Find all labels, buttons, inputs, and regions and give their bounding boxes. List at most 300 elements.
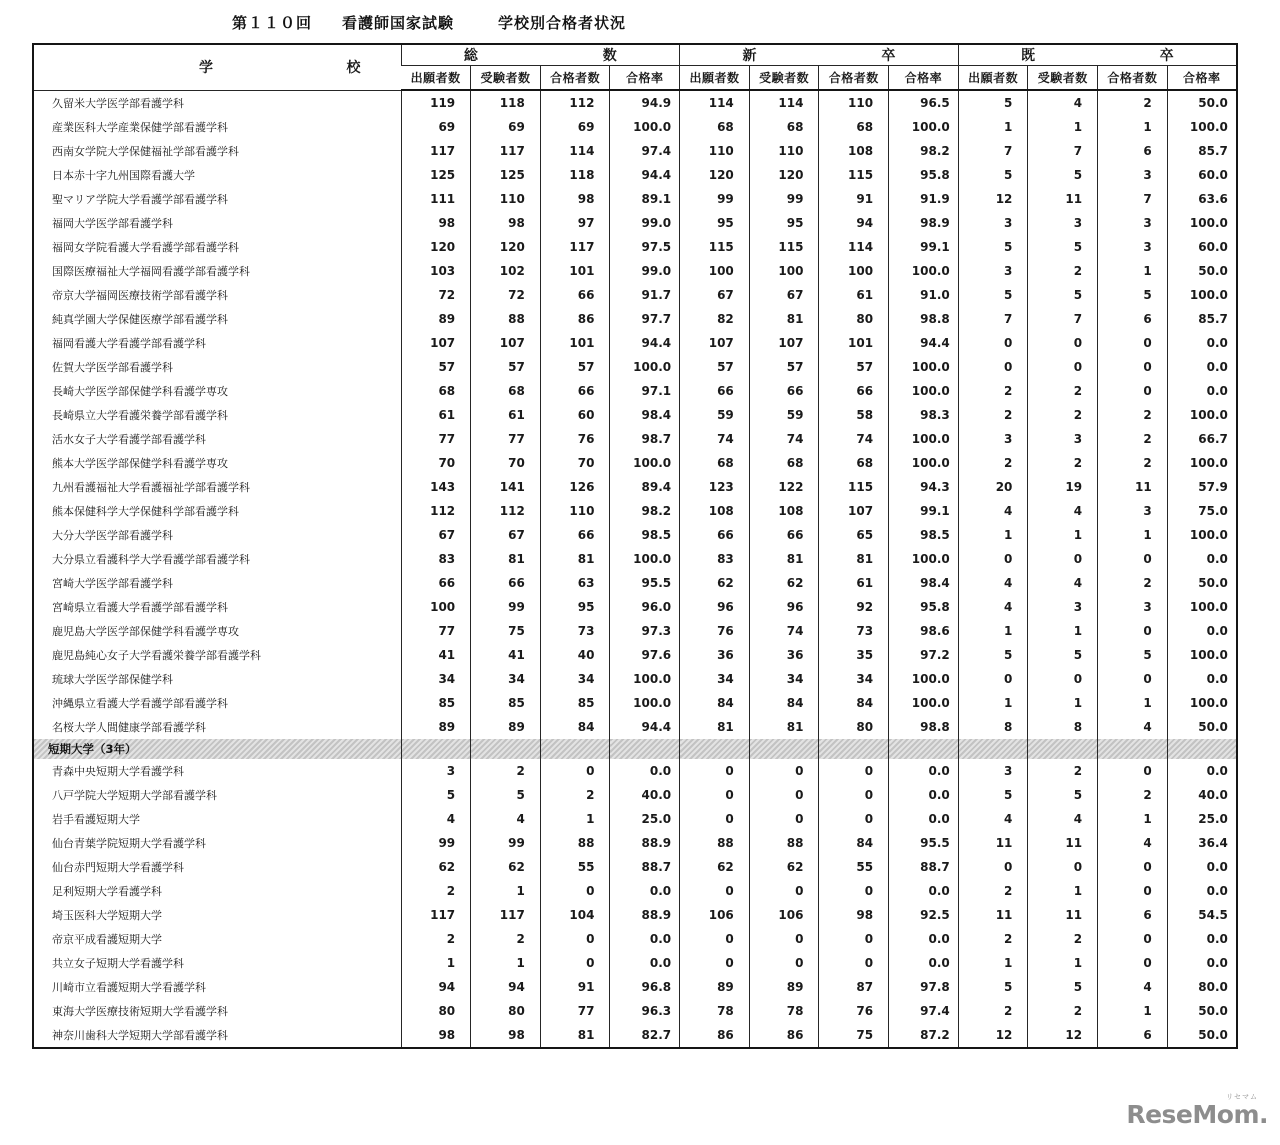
count-cell: 76 (540, 427, 610, 451)
school-name: 九州看護福祉大学看護福祉学部看護学科 (52, 481, 250, 494)
table-row (33, 595, 1237, 619)
count-cell: 5 (958, 643, 1028, 667)
count-cell: 66 (540, 379, 610, 403)
count-cell: 78 (680, 999, 750, 1023)
count-cell: 0 (958, 855, 1028, 879)
pass-rate-cell: 85.7 (1167, 307, 1237, 331)
count-cell: 77 (401, 619, 471, 643)
pass-rate-cell: 97.2 (889, 643, 959, 667)
count-cell: 12 (1028, 1023, 1098, 1048)
count-cell: 3 (1098, 211, 1168, 235)
count-cell: 110 (471, 187, 541, 211)
count-cell: 4 (1098, 975, 1168, 999)
count-cell: 4 (958, 595, 1028, 619)
count-cell: 1 (471, 879, 541, 903)
count-cell: 1 (1098, 523, 1168, 547)
count-cell: 2 (958, 999, 1028, 1023)
count-cell: 80 (401, 999, 471, 1023)
pass-rate-cell: 100.0 (610, 667, 680, 691)
count-cell: 75 (819, 1023, 889, 1048)
count-cell: 11 (1028, 903, 1098, 927)
pass-rate-cell: 0.0 (1167, 951, 1237, 975)
count-cell: 1 (471, 951, 541, 975)
count-cell: 2 (1098, 403, 1168, 427)
count-cell: 62 (680, 855, 750, 879)
count-cell: 120 (749, 163, 819, 187)
school-name: 日本赤十字九州国際看護大学 (52, 169, 195, 182)
count-cell: 91 (540, 975, 610, 999)
pass-rate-cell: 63.6 (1167, 187, 1237, 211)
pass-rate-cell: 91.9 (889, 187, 959, 211)
pass-rate-cell: 100.0 (889, 427, 959, 451)
pass-rate-cell: 97.8 (889, 975, 959, 999)
pass-rate-cell: 94.3 (889, 475, 959, 499)
count-cell: 107 (749, 331, 819, 355)
count-cell: 114 (749, 90, 819, 115)
count-cell: 94 (401, 975, 471, 999)
count-cell: 89 (401, 307, 471, 331)
table-row (33, 975, 1237, 999)
pass-rate-cell: 0.0 (1167, 879, 1237, 903)
count-cell: 117 (471, 139, 541, 163)
count-cell: 85 (401, 691, 471, 715)
count-cell: 101 (819, 331, 889, 355)
count-cell: 81 (540, 547, 610, 571)
table-row (33, 187, 1237, 211)
col-header-passrate-new: 合格率 (889, 66, 959, 91)
pass-rate-cell: 0.0 (1167, 619, 1237, 643)
count-cell: 0 (1028, 667, 1098, 691)
pass-rate-cell: 100.0 (889, 259, 959, 283)
table-row (33, 211, 1237, 235)
count-cell: 86 (680, 1023, 750, 1048)
pass-rate-cell: 0.0 (889, 951, 959, 975)
school-name: 足利短期大学看護学科 (52, 885, 162, 898)
count-cell: 99 (680, 187, 750, 211)
title-exam-name: 看護師国家試験 (342, 14, 455, 32)
count-cell: 6 (1098, 139, 1168, 163)
count-cell: 11 (958, 903, 1028, 927)
count-cell: 99 (471, 595, 541, 619)
pass-rate-cell: 50.0 (1167, 571, 1237, 595)
count-cell: 98 (540, 187, 610, 211)
count-cell: 85 (540, 691, 610, 715)
pass-rate-cell: 100.0 (1167, 403, 1237, 427)
count-cell: 2 (1098, 90, 1168, 115)
count-cell: 61 (471, 403, 541, 427)
count-cell: 65 (819, 523, 889, 547)
pass-rate-cell: 100.0 (1167, 211, 1237, 235)
count-cell: 0 (958, 355, 1028, 379)
count-cell: 5 (958, 975, 1028, 999)
count-cell: 74 (749, 619, 819, 643)
count-cell: 1 (1098, 115, 1168, 139)
school-name: 八戸学院大学短期大学部看護学科 (52, 789, 217, 802)
table-row (33, 903, 1237, 927)
count-cell: 117 (471, 903, 541, 927)
count-cell: 3 (958, 259, 1028, 283)
pass-rate-cell: 50.0 (1167, 90, 1237, 115)
pass-rate-cell: 0.0 (1167, 667, 1237, 691)
group-new-left: 新 (742, 48, 757, 64)
count-cell: 84 (680, 691, 750, 715)
pass-rate-cell: 98.5 (889, 523, 959, 547)
pass-rate-cell: 100.0 (610, 451, 680, 475)
count-cell: 100 (401, 595, 471, 619)
count-cell: 115 (819, 475, 889, 499)
group-header-total (401, 44, 680, 66)
pass-rate-cell: 60.0 (1167, 163, 1237, 187)
school-name: 宮崎大学医学部看護学科 (52, 577, 173, 590)
count-cell: 2 (958, 879, 1028, 903)
pass-rate-cell: 0.0 (1167, 547, 1237, 571)
count-cell: 0 (749, 759, 819, 783)
table-row (33, 403, 1237, 427)
count-cell: 89 (680, 975, 750, 999)
school-name: 鹿児島純心女子大学看護栄養学部看護学科 (52, 649, 261, 662)
count-cell: 1 (1028, 691, 1098, 715)
table-row (33, 759, 1237, 783)
count-cell: 74 (819, 427, 889, 451)
title-subtitle: 学校別合格者状況 (498, 14, 627, 32)
count-cell: 68 (680, 451, 750, 475)
count-cell: 141 (471, 475, 541, 499)
count-cell: 0 (958, 331, 1028, 355)
count-cell: 106 (680, 903, 750, 927)
count-cell: 0 (680, 759, 750, 783)
count-cell: 57 (401, 355, 471, 379)
count-cell: 125 (471, 163, 541, 187)
pass-rate-cell: 50.0 (1167, 715, 1237, 739)
pass-rate-cell: 0.0 (610, 951, 680, 975)
count-cell: 0 (958, 667, 1028, 691)
count-cell: 115 (749, 235, 819, 259)
count-cell: 35 (819, 643, 889, 667)
pass-rate-cell: 87.2 (889, 1023, 959, 1048)
pass-rate-cell: 99.1 (889, 499, 959, 523)
count-cell: 0 (958, 547, 1028, 571)
pass-rate-cell: 97.3 (610, 619, 680, 643)
pass-rate-cell: 94.4 (889, 331, 959, 355)
count-cell: 0 (1028, 855, 1098, 879)
count-cell: 69 (401, 115, 471, 139)
count-cell: 99 (749, 187, 819, 211)
group-repeat-left: 既 (1021, 48, 1036, 64)
school-name: 仙台青葉学院短期大学看護学科 (52, 837, 206, 850)
school-name: 活水女子大学看護学部看護学科 (52, 433, 206, 446)
count-cell: 0 (540, 927, 610, 951)
pass-rate-cell: 98.3 (889, 403, 959, 427)
school-name: 大分大学医学部看護学科 (52, 529, 173, 542)
count-cell: 2 (471, 759, 541, 783)
count-cell: 0 (1098, 951, 1168, 975)
count-cell: 118 (471, 90, 541, 115)
divider-cell (610, 739, 680, 759)
pass-rate-cell: 94.4 (610, 331, 680, 355)
count-cell: 122 (749, 475, 819, 499)
count-cell: 115 (680, 235, 750, 259)
pass-rate-cell: 0.0 (889, 759, 959, 783)
pass-rate-cell: 50.0 (1167, 259, 1237, 283)
count-cell: 3 (1098, 499, 1168, 523)
pass-rate-cell: 99.0 (610, 211, 680, 235)
school-name: 共立女子短期大学看護学科 (52, 957, 184, 970)
divider-cell (819, 739, 889, 759)
count-cell: 4 (1028, 571, 1098, 595)
table-row (33, 259, 1237, 283)
count-cell: 5 (1028, 235, 1098, 259)
school-name: 佐賀大学医学部看護学科 (52, 361, 173, 374)
count-cell: 110 (749, 139, 819, 163)
count-cell: 1 (1098, 691, 1168, 715)
pass-rate-cell: 97.1 (610, 379, 680, 403)
pass-rate-cell: 36.4 (1167, 831, 1237, 855)
count-cell: 100 (819, 259, 889, 283)
count-cell: 0 (680, 927, 750, 951)
count-cell: 57 (680, 355, 750, 379)
pass-rate-cell: 50.0 (1167, 1023, 1237, 1048)
col-header-applicants-new: 出願者数 (680, 66, 750, 91)
school-name: 聖マリア学院大学看護学部看護学科 (52, 193, 228, 206)
school-name: 西南女学院大学保健福祉学部看護学科 (52, 145, 239, 158)
count-cell: 7 (1028, 139, 1098, 163)
count-cell: 4 (401, 807, 471, 831)
count-cell: 72 (471, 283, 541, 307)
count-cell: 0 (1098, 379, 1168, 403)
count-cell: 104 (540, 903, 610, 927)
count-cell: 3 (401, 759, 471, 783)
divider-cell (1028, 739, 1098, 759)
count-cell: 68 (819, 115, 889, 139)
table-row (33, 307, 1237, 331)
school-header-right: 校 (346, 60, 361, 77)
count-cell: 3 (1098, 235, 1168, 259)
resemom-logo (1126, 1094, 1268, 1127)
count-cell: 66 (819, 379, 889, 403)
count-cell: 88 (540, 831, 610, 855)
col-header-passers-repeat: 合格者数 (1098, 66, 1168, 91)
pass-rate-cell: 95.5 (889, 831, 959, 855)
count-cell: 0 (680, 807, 750, 831)
count-cell: 98 (471, 211, 541, 235)
count-cell: 0 (819, 807, 889, 831)
pass-rate-cell: 98.6 (889, 619, 959, 643)
count-cell: 0 (1098, 547, 1168, 571)
table-row (33, 427, 1237, 451)
section-divider-row (33, 739, 1237, 759)
pass-rate-cell: 89.4 (610, 475, 680, 499)
pass-rate-cell: 0.0 (610, 927, 680, 951)
count-cell: 82 (680, 307, 750, 331)
school-name: 川崎市立看護短期大学看護学科 (52, 981, 206, 994)
pass-rate-cell: 94.9 (610, 90, 680, 115)
count-cell: 86 (540, 307, 610, 331)
pass-rate-cell: 100.0 (1167, 691, 1237, 715)
count-cell: 126 (540, 475, 610, 499)
pass-rate-cell: 89.1 (610, 187, 680, 211)
pass-rate-cell: 75.0 (1167, 499, 1237, 523)
count-cell: 1 (1028, 951, 1098, 975)
col-header-applicants-repeat: 出願者数 (958, 66, 1028, 91)
count-cell: 0 (1028, 355, 1098, 379)
school-name: 琉球大学医学部保健学科 (52, 673, 173, 686)
count-cell: 112 (401, 499, 471, 523)
count-cell: 68 (680, 115, 750, 139)
pass-rate-cell: 100.0 (889, 379, 959, 403)
pass-rate-cell: 98.2 (889, 139, 959, 163)
count-cell: 4 (471, 807, 541, 831)
count-cell: 98 (401, 211, 471, 235)
count-cell: 114 (819, 235, 889, 259)
pass-rate-cell: 40.0 (610, 783, 680, 807)
count-cell: 118 (540, 163, 610, 187)
table-row (33, 783, 1237, 807)
school-name: 帝京大学福岡医療技術学部看護学科 (52, 289, 228, 302)
count-cell: 0 (1098, 927, 1168, 951)
count-cell: 77 (401, 427, 471, 451)
divider-cell (540, 739, 610, 759)
count-cell: 120 (680, 163, 750, 187)
count-cell: 2 (958, 927, 1028, 951)
count-cell: 114 (680, 90, 750, 115)
school-name: 宮崎県立看護大学看護学部看護学科 (52, 601, 228, 614)
pass-rate-cell: 98.4 (610, 403, 680, 427)
count-cell: 7 (958, 139, 1028, 163)
count-cell: 1 (958, 523, 1028, 547)
pass-rate-cell: 85.7 (1167, 139, 1237, 163)
count-cell: 101 (540, 331, 610, 355)
count-cell: 143 (401, 475, 471, 499)
divider-cell (889, 739, 959, 759)
pass-rate-cell: 0.0 (1167, 855, 1237, 879)
count-cell: 72 (401, 283, 471, 307)
count-cell: 61 (401, 403, 471, 427)
count-cell: 0 (1098, 331, 1168, 355)
count-cell: 66 (540, 283, 610, 307)
count-cell: 74 (680, 427, 750, 451)
count-cell: 3 (1028, 595, 1098, 619)
count-cell: 2 (1098, 451, 1168, 475)
count-cell: 98 (401, 1023, 471, 1048)
group-header-row (33, 44, 1237, 66)
group-new-right: 卒 (881, 48, 896, 64)
count-cell: 0 (680, 951, 750, 975)
count-cell: 6 (1098, 307, 1168, 331)
count-cell: 57 (749, 355, 819, 379)
count-cell: 4 (1098, 831, 1168, 855)
school-name: 福岡看護大学看護学部看護学科 (52, 337, 206, 350)
pass-rate-cell: 0.0 (889, 879, 959, 903)
count-cell: 0 (1098, 355, 1168, 379)
count-cell: 0 (1098, 855, 1168, 879)
count-cell: 114 (540, 139, 610, 163)
count-cell: 88 (680, 831, 750, 855)
pass-rate-cell: 100.0 (1167, 115, 1237, 139)
pass-rate-cell: 100.0 (889, 355, 959, 379)
count-cell: 110 (819, 90, 889, 115)
pass-rate-cell: 0.0 (889, 783, 959, 807)
count-cell: 3 (1098, 595, 1168, 619)
count-cell: 88 (749, 831, 819, 855)
count-cell: 89 (749, 975, 819, 999)
count-cell: 66 (401, 571, 471, 595)
pass-rate-cell: 50.0 (1167, 999, 1237, 1023)
count-cell: 89 (471, 715, 541, 739)
count-cell: 111 (401, 187, 471, 211)
school-name: 熊本保健科学大学保健科学部看護学科 (52, 505, 239, 518)
school-name: 大分県立看護科学大学看護学部看護学科 (52, 553, 250, 566)
count-cell: 11 (958, 831, 1028, 855)
school-name: 国際医療福祉大学福岡看護学部看護学科 (52, 265, 250, 278)
school-name: 鹿児島大学医学部保健学科看護学専攻 (52, 625, 239, 638)
count-cell: 80 (471, 999, 541, 1023)
pass-rate-cell: 100.0 (889, 691, 959, 715)
count-cell: 2 (1028, 999, 1098, 1023)
count-cell: 85 (471, 691, 541, 715)
pass-rate-cell: 100.0 (889, 667, 959, 691)
count-cell: 1 (1028, 619, 1098, 643)
count-cell: 62 (749, 571, 819, 595)
count-cell: 11 (1098, 475, 1168, 499)
pass-rate-cell: 82.7 (610, 1023, 680, 1048)
count-cell: 99 (471, 831, 541, 855)
count-cell: 7 (1098, 187, 1168, 211)
count-cell: 3 (1028, 427, 1098, 451)
pass-rate-cell: 0.0 (1167, 379, 1237, 403)
count-cell: 84 (749, 691, 819, 715)
count-cell: 98 (819, 903, 889, 927)
pass-rate-cell: 98.2 (610, 499, 680, 523)
table-row (33, 571, 1237, 595)
count-cell: 5 (1028, 283, 1098, 307)
col-header-examinees-total: 受験者数 (471, 66, 541, 91)
pass-rate-cell: 88.9 (610, 831, 680, 855)
count-cell: 70 (401, 451, 471, 475)
count-cell: 4 (958, 571, 1028, 595)
pass-rate-cell: 100.0 (889, 115, 959, 139)
school-name: 産業医科大学産業保健学部看護学科 (52, 121, 228, 134)
count-cell: 68 (471, 379, 541, 403)
pass-rate-cell: 97.7 (610, 307, 680, 331)
count-cell: 115 (819, 163, 889, 187)
count-cell: 81 (819, 547, 889, 571)
table-row (33, 999, 1237, 1023)
count-cell: 68 (749, 451, 819, 475)
count-cell: 2 (1028, 927, 1098, 951)
count-cell: 77 (540, 999, 610, 1023)
count-cell: 80 (819, 307, 889, 331)
school-name: 仙台赤門短期大学看護学科 (52, 861, 184, 874)
table-row (33, 139, 1237, 163)
pass-rate-cell: 94.4 (610, 163, 680, 187)
count-cell: 94 (819, 211, 889, 235)
count-cell: 103 (401, 259, 471, 283)
count-cell: 0 (1098, 759, 1168, 783)
count-cell: 4 (958, 807, 1028, 831)
count-cell: 76 (680, 619, 750, 643)
count-cell: 12 (958, 1023, 1028, 1048)
count-cell: 0 (680, 879, 750, 903)
table-row (33, 879, 1237, 903)
count-cell: 125 (401, 163, 471, 187)
count-cell: 68 (749, 115, 819, 139)
count-cell: 86 (749, 1023, 819, 1048)
table-row (33, 951, 1237, 975)
count-cell: 70 (471, 451, 541, 475)
count-cell: 4 (1098, 715, 1168, 739)
count-cell: 81 (749, 547, 819, 571)
count-cell: 0 (1028, 547, 1098, 571)
